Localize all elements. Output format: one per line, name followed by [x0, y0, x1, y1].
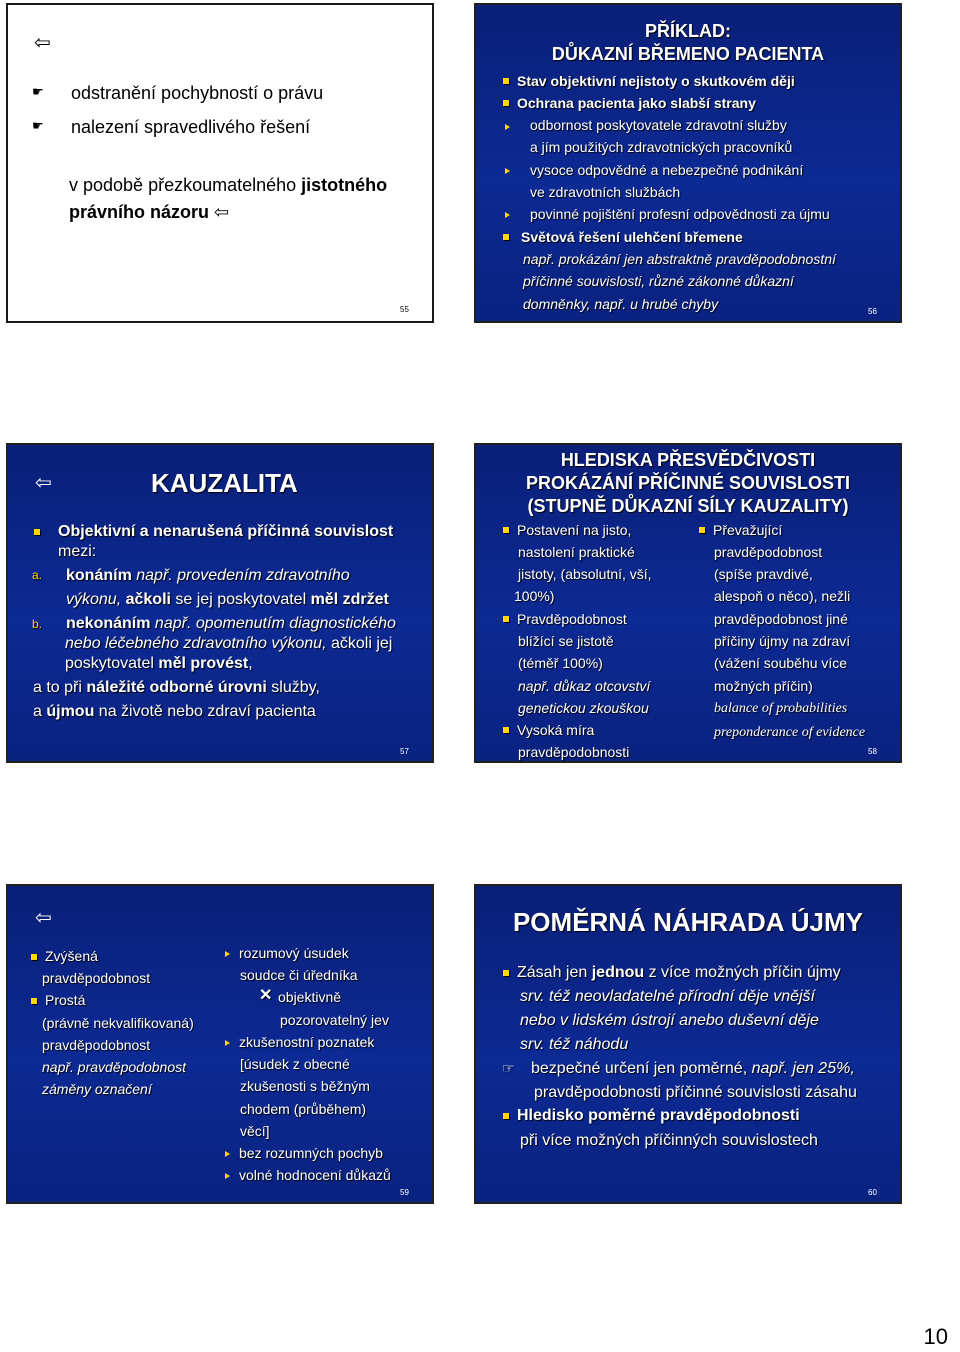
slide58-right-line: (spíše pravdivé,	[714, 566, 813, 582]
slide57-bullet1b: mezi:	[58, 543, 97, 560]
slide56-sub3: povinné pojištění profesní odpovědnosti za újmu	[530, 206, 830, 222]
back-arrow-icon: ⇦	[214, 202, 230, 222]
slide57-b3: poskytovatel měl provést,	[65, 655, 253, 672]
slide59-left-line: pravděpodobnost	[42, 970, 151, 986]
slide-57	[6, 443, 434, 763]
slide57-c2: a újmou na životě nebo zdraví pacienta	[33, 703, 316, 720]
slide56-bullet3: Světová řešení ulehčení břemene	[521, 229, 743, 245]
slide59-right-line: volné hodnocení důkazů	[239, 1167, 391, 1183]
slide55-line1: odstranění pochybností o právu	[71, 83, 324, 103]
slide57-label-a: a.	[32, 568, 43, 582]
bullet-square-icon	[503, 78, 509, 84]
slide-number: 56	[868, 307, 877, 316]
slide56-title1: PŘÍKLAD:	[645, 21, 731, 41]
slide56-italic3: domněnky, např. u hrubé chyby	[523, 296, 719, 312]
slide58-left-line: např. důkaz otcovství	[518, 678, 651, 694]
slide59-left-line: záměny označení	[42, 1081, 152, 1097]
slide58-left-line: pravděpodobnosti	[518, 744, 630, 760]
slide-56	[474, 3, 902, 323]
bullet-square-icon	[31, 954, 37, 960]
slide56-bullet2: Ochrana pacienta jako slabší strany	[517, 95, 756, 111]
bullet-square-icon	[699, 527, 705, 533]
slide60-line2: srv. též neovladatelné přírodní děje vnější	[520, 988, 815, 1005]
bullet-square-icon	[34, 529, 40, 535]
slide56-title2: DŮKAZNÍ BŘEMENO PACIENTA	[551, 44, 825, 64]
bullet-arrow-icon	[225, 1173, 230, 1179]
bullet-arrow-icon	[505, 124, 510, 130]
slide-59	[6, 884, 434, 1204]
slide57-b1: nekonáním např. opomenutím diagnostického	[66, 615, 396, 632]
pointing-finger-icon: ☞	[502, 1060, 515, 1076]
slide56-italic1: např. prokázání jen abstraktně pravděpodobnostní	[523, 251, 836, 267]
slide58-right-line: pravděpodobnost	[714, 544, 823, 560]
slide59-right-line: pozorovatelný jev	[280, 1012, 389, 1028]
slide60-line8: při více možných příčinných souvislostech	[520, 1132, 818, 1149]
slide55-para1: v podobě přezkoumatelného jistotného	[69, 175, 388, 195]
slide58-left-line: genetickou zkouškou	[518, 700, 649, 716]
slide58-right-line: možných příčin)	[714, 678, 813, 694]
slide59-right-line: zkušenostní poznatek	[239, 1034, 375, 1050]
slide56-bullet1: Stav objektivní nejistoty o skutkovém ději	[517, 73, 795, 89]
pointing-hand-icon: ☛	[32, 118, 44, 133]
slide60-line7: Hledisko poměrné pravděpodobnosti	[517, 1107, 800, 1124]
slide59-left-line: (právně nekvalifikovaná)	[42, 1015, 194, 1031]
slide58-title3: (STUPNĚ DŮKAZNÍ SÍLY KAUZALITY)	[527, 496, 849, 516]
slide-number: 57	[400, 747, 409, 756]
slide58-left-line: Pravděpodobnost	[517, 611, 627, 627]
slide59-left-line: Zvýšená	[45, 948, 98, 964]
slide59-right-line: bez rozumných pochyb	[239, 1145, 383, 1161]
slide-number: 55	[400, 305, 409, 314]
slide60-line1: Zásah jen jednou z více možných příčin újmy	[517, 964, 841, 981]
slide58-title1: HLEDISKA PŘESVĚDČIVOSTI	[560, 450, 816, 470]
slide58-left-line: blížící se jistotě	[518, 633, 614, 649]
slide57-c1: a to při náležité odborné úrovni služby,	[33, 679, 320, 696]
pointing-hand-icon: ☛	[32, 84, 44, 99]
slide57-a2: výkonu, ačkoli se jej poskytovatel měl zdržet	[66, 591, 389, 608]
slide56-sub1a: odbornost poskytovatele zdravotní služby	[530, 117, 787, 133]
slide55-para2: právního názoru ⇦	[69, 202, 230, 222]
back-arrow-icon: ⇦	[34, 32, 51, 54]
slide58-left-line: jistoty, (absolutní, vší,	[518, 566, 652, 582]
slide59-right-line: soudce či úředníka	[240, 967, 358, 983]
back-arrow-icon: ⇦	[35, 472, 52, 494]
slide56-sub2a: vysoce odpovědné a nebezpečné podnikání	[530, 162, 804, 178]
back-arrow-icon: ⇦	[35, 907, 52, 929]
bullet-square-icon	[31, 998, 37, 1004]
slide60-line3: nebo v lidském ústrojí anebo duševní děje	[520, 1012, 819, 1029]
slide59-left-line: Prostá	[45, 992, 86, 1008]
slide60-line5: bezpečné určení jen poměrné, např. jen 25%,	[531, 1060, 855, 1077]
slide58-right-line: preponderance of evidence	[714, 725, 866, 740]
slide58-title2: PROKÁZÁNÍ PŘÍČINNÉ SOUVISLOSTI	[525, 473, 851, 493]
bullet-square-icon	[503, 100, 509, 106]
slide59-left-line: pravděpodobnost	[42, 1037, 151, 1053]
slide55-line2: nalezení spravedlivého řešení	[71, 117, 311, 137]
slide-58	[474, 443, 902, 763]
close-x-icon: ✕	[259, 987, 273, 1004]
slide58-left-line: Postavení na jisto,	[517, 522, 632, 538]
slide59-right-line: rozumový úsudek	[239, 945, 349, 961]
bullet-square-icon	[503, 527, 509, 533]
slide59-left-line: např. pravděpodobnost	[42, 1059, 186, 1075]
slide58-left-line: (téměř 100%)	[518, 655, 603, 671]
bullet-arrow-icon	[225, 951, 230, 957]
slide60-line4: srv. též náhodu	[520, 1036, 629, 1053]
slide56-italic2: příčinné souvislosti, různé zákonné důkazní	[523, 273, 794, 289]
slide56-sub1b: a jím použitých zdravotnických pracovníků	[530, 139, 793, 155]
slide58-right-line: alespoň o něco), nežli	[714, 588, 851, 604]
slide-number: 58	[868, 747, 877, 756]
slide-number: 59	[400, 1188, 409, 1197]
bullet-square-icon	[503, 234, 509, 240]
slide58-left-line: nastolení praktické	[518, 544, 635, 560]
slide58-right-line: (vážení souběhu více	[714, 655, 848, 671]
slide59-right-line: chodem (průběhem)	[240, 1101, 367, 1117]
bullet-square-icon	[503, 616, 509, 622]
slide59-right-line: [úsudek z obecné	[240, 1056, 350, 1072]
slide58-right-line: Převažující	[713, 522, 783, 538]
slide57-label-b: b.	[32, 617, 43, 631]
slide59-right-line: objektivně	[278, 989, 342, 1005]
slide59-right-line: zkušenosti s běžným	[240, 1078, 370, 1094]
bullet-square-icon	[503, 1113, 509, 1119]
slide57-a1: konáním např. provedením zdravotního	[66, 567, 350, 584]
slide58-right-line: příčiny újmy na zdraví	[714, 633, 851, 649]
slide59-right-line: věcí]	[240, 1123, 270, 1139]
slide56-sub2b: ve zdravotních službách	[530, 184, 681, 200]
bullet-square-icon	[503, 727, 509, 733]
slide57-title: KAUZALITA	[151, 468, 298, 498]
slide57-bullet1a: Objektivní a nenarušená příčinná souvislost	[58, 523, 394, 540]
bullet-square-icon	[503, 970, 509, 976]
bullet-arrow-icon	[225, 1151, 230, 1157]
slide-55	[6, 3, 434, 323]
bullet-arrow-icon	[505, 212, 510, 218]
slide58-left-line: 100%)	[514, 588, 555, 604]
slide60-line6: pravděpodobnosti příčinné souvislosti zásahu	[534, 1084, 857, 1101]
slide58-left-line: Vysoká míra	[517, 722, 595, 738]
slide58-right-line: pravděpodobnost jiné	[714, 611, 848, 627]
bullet-arrow-icon	[505, 168, 510, 174]
page-number: 10	[923, 1324, 948, 1349]
slide57-b2: nebo léčebného zdravotního výkonu, ačkoli jej	[65, 635, 393, 652]
slide60-title: POMĚRNÁ NÁHRADA ÚJMY	[512, 907, 864, 937]
slide58-right-line: balance of probabilities	[714, 701, 848, 716]
slide-number: 60	[868, 1188, 877, 1197]
slide-60	[474, 884, 902, 1204]
bullet-arrow-icon	[225, 1040, 230, 1046]
